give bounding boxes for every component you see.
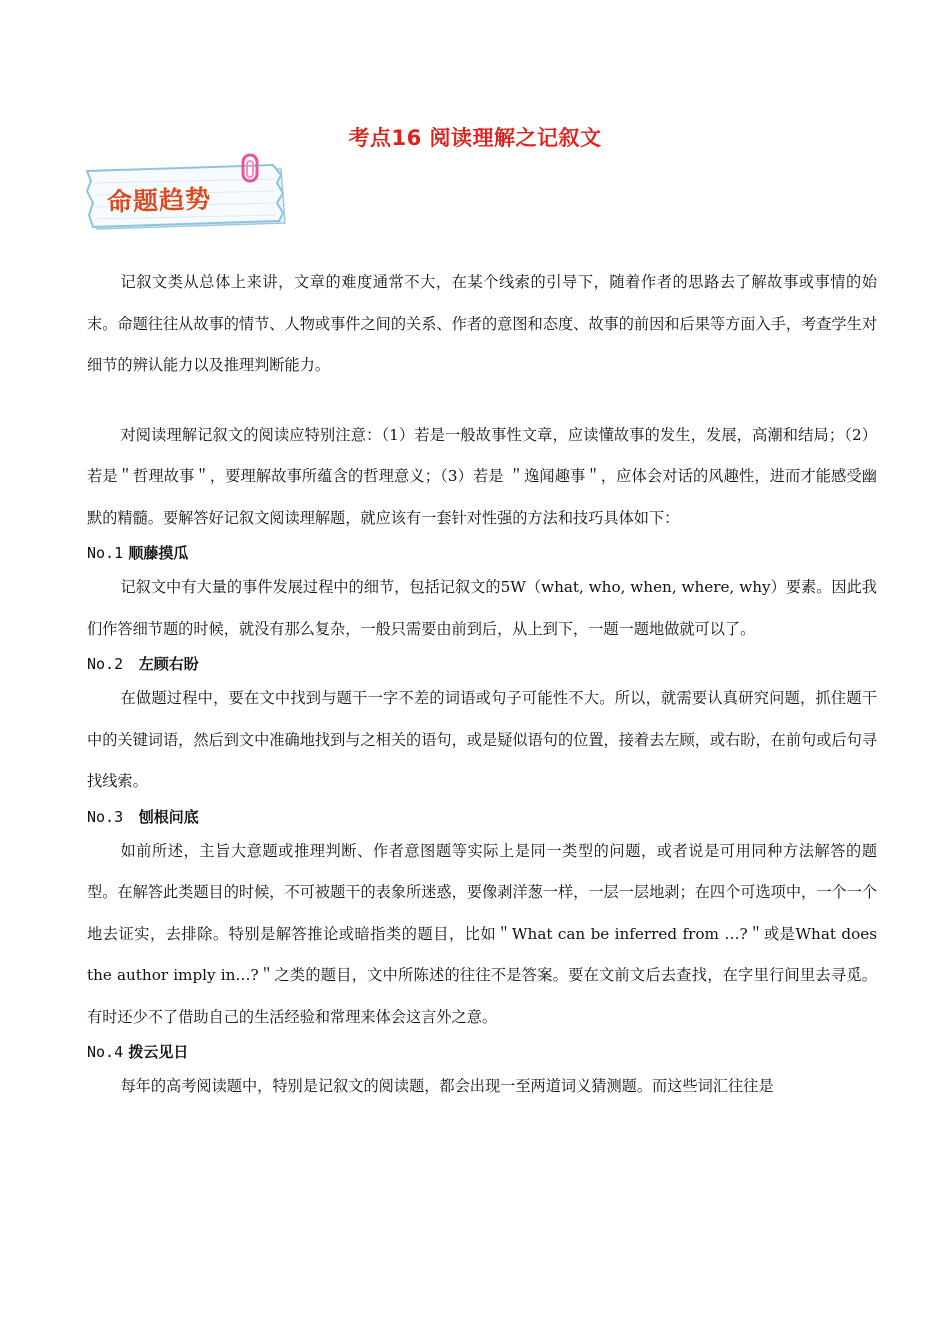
page-title: 考点16 阅读理解之记叙文 [348,126,602,150]
section-name: 刨根问底 [138,807,199,826]
section-name: 左顾右盼 [138,655,199,673]
intro-paragraph: 记叙文类从总体上来讲，文章的难度通常不大，在某个线索的引导下，随着作者的思路去了解故事或事情的始末。命题往往从故事的情节、人物或事件之间的关系、作者的意图和态度、故事的前因和后果等方面入手，考查学生对细节的辨认能力以及推理判断能力。 [87,273,877,374]
section-3 [87,803,877,1039]
section-number: No.1 [87,544,124,562]
main-content [87,262,877,1108]
section-number: No.3 [87,807,124,826]
section-1 [87,539,877,650]
badge-label: 命题趋势 [106,184,212,217]
section-heading [87,1038,877,1066]
section-badge [85,153,290,233]
section-text: 记叙文中有大量的事件发展过程中的细节，包括记叙文的5W（what, who, when, where, why）要素。因此我们作答细节题的时候，就没有那么复杂，一般只需要由前到后，从上到下，一题一题地做就可以了。 [87,578,877,638]
section-text: 如前所述，主旨大意题或推理判断、作者意图题等实际上是同一类型的问题，或者说是可用同种方法解答的题型。在解答此类题目的时候，不可被题干的表象所迷惑，要像剥洋葱一样，一层一层地剥；在四个可选项中，一个一个地去证实，去排除。特别是解答推论或暗指类的题目，比如＂What can be inferred from …?＂或是What does the author imply in…?＂之类的题目，文中所陈述的往往不是答案。要在文前文后去查找，在字里行间里去寻觅。有时还少不了借助自己的生活经验和常理来体会这言外之意。 [87,841,877,1026]
section-number: No.4 [87,1043,124,1061]
section-name: 拨云见日 [128,1043,189,1061]
section-4 [87,1038,877,1108]
section-heading [87,539,877,567]
section-heading [87,803,877,831]
section-text: 每年的高考阅读题中，特别是记叙文的阅读题，都会出现一至两道词义猜测题。而这些词汇往往是 [120,1077,774,1095]
section-2 [87,650,877,803]
section-name: 顺藤摸瓜 [128,544,189,562]
section-text: 在做题过程中，要在文中找到与题干一字不差的词语或句子可能性不大。所以，就需要认真研究问题，抓住题干中的关键词语，然后到文中准确地找到与之相关的语句，或是疑似语句的位置，接着去左顾，或右盼，在前句或后句寻找线索。 [87,689,877,790]
note-paragraph: 对阅读理解记叙文的阅读应特别注意：（1）若是一般故事性文章，应读懂故事的发生，发展，高潮和结局；（2）若是＂哲理故事＂，要理解故事所蕴含的哲理意义；（3）若是 ＂逸闻趣事＂，应体会对话的风趣性，进而才能感受幽默的精髓。要解答好记叙文阅读理解题，就应该有一套针对性强的方法和技巧具体如下： [87,425,877,527]
section-heading [87,650,877,678]
section-number: No.2 [87,655,124,673]
